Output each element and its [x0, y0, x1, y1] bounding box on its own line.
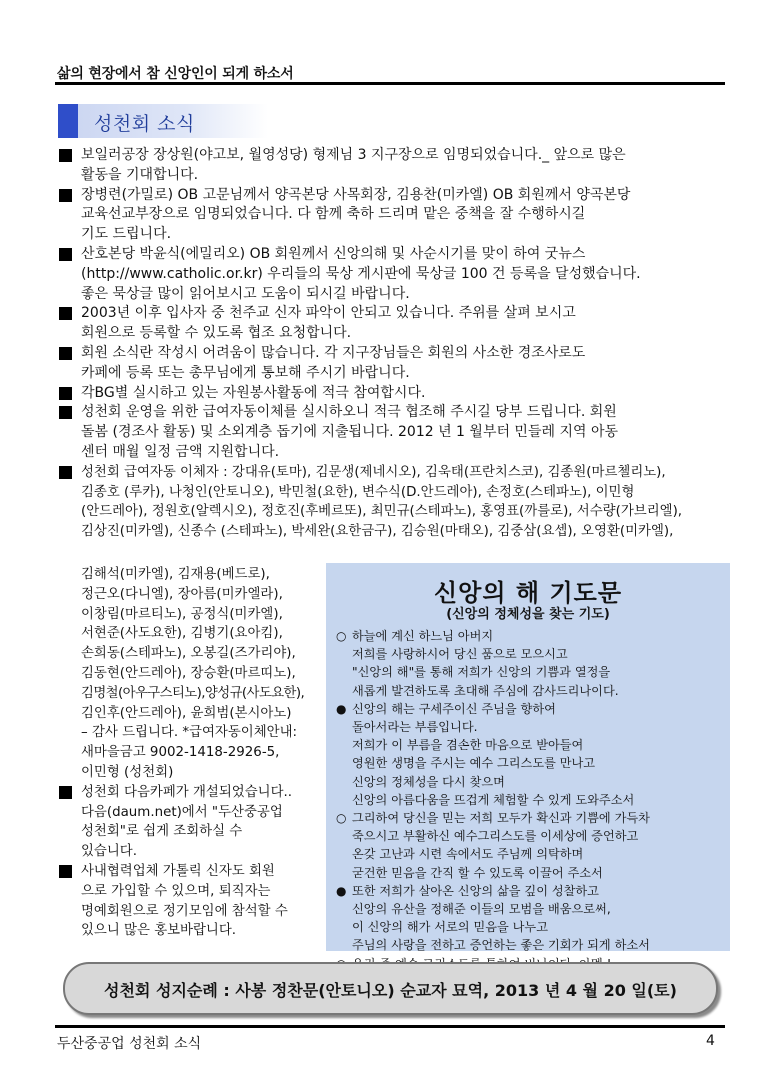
prayer-line-text: 주님의 사랑을 전하고 증언하는 좋은 기회가 되게 하소서	[352, 938, 650, 953]
prayer-line	[336, 918, 726, 936]
news-line: 보일러공장 장상원(야고보, 월영성당) 형제님 3 지구장으로 임명되었습니다._ 앞으로 많은	[81, 147, 626, 163]
news-line: 있습니다.	[81, 844, 137, 860]
member-line: 정근오(다니엘), 장아름(미카엘라),	[81, 586, 283, 602]
circle-icon: ○	[336, 811, 347, 826]
square-bullet-icon	[59, 149, 72, 162]
prayer-line-text: 돌아서라는 부름입니다.	[352, 720, 478, 735]
news-line: 성천회"로 쉽게 조회하실 수	[81, 824, 243, 840]
prayer-line-text: 신앙의 유산을 정해준 이들의 모범을 배움으로써,	[352, 902, 611, 917]
filled-circle-icon: ●	[336, 883, 347, 898]
square-bullet-icon	[59, 248, 72, 261]
pilgrimage-banner	[63, 962, 718, 1015]
news-item	[57, 384, 727, 404]
prayer-line	[336, 663, 726, 681]
news-line: 성천회 급여자동 이체자 : 강대유(토마), 김문생(제네시오), 김욱태(프란치스코), 김종원(마르첼리노),	[81, 464, 666, 480]
news-item	[57, 146, 727, 186]
news-line: 다음(daum.net)에서 "두산중공업	[81, 804, 283, 820]
prayer-line	[336, 627, 726, 645]
prayer-line	[336, 700, 726, 718]
prayer-line-text: "신앙의 해"를 통해 저희가 신앙의 기쁨과 열정을	[352, 665, 611, 680]
news-item	[57, 403, 727, 462]
square-bullet-icon	[59, 406, 72, 419]
page-number: 4	[706, 1033, 715, 1049]
prayer-line-text: 온갖 고난과 시련 속에서도 주님께 의탁하며	[352, 847, 584, 862]
news-item	[57, 304, 727, 344]
transfer-members-continued	[57, 565, 327, 783]
news-line: 활동을 기대합니다.	[81, 166, 199, 183]
square-bullet-icon	[59, 865, 72, 878]
news-item	[57, 245, 727, 304]
news-line: 장병련(가밀로) OB 고문님께서 양곡본당 사목회장, 김용찬(미카엘) OB 회원께서 양곡본당	[81, 186, 631, 203]
news-line: 좋은 묵상글 많이 읽어보시고 도움이 되시길 바랍니다.	[81, 285, 410, 302]
square-bullet-icon	[59, 786, 72, 799]
member-line: 김인후(안드레아), 윤희범(본시아노)	[81, 705, 292, 721]
prayer-line-text: 저희가 이 부름을 겸손한 마음으로 받아들여	[352, 738, 584, 753]
square-bullet-icon	[59, 466, 72, 479]
prayer-line-text: 신앙의 아름다움을 뜨겁게 체험할 수 있게 도와주소서	[352, 792, 635, 807]
member-line: 새마을금고 9002-1418-2926-5,	[81, 745, 280, 761]
prayer-line-text: 하늘에 계신 하느님 아버지	[352, 629, 494, 643]
section-title: 성천회 소식	[94, 113, 195, 135]
news-line: 카페에 등록 또는 총무님에게 통보해 주시기 바랍니다.	[81, 364, 410, 381]
prayer-line	[336, 864, 726, 882]
prayer-line-text: 신앙의 해는 구세주이신 주님을 향하여	[352, 701, 556, 716]
news-item-cafe	[57, 783, 327, 862]
member-line: 김해석(미카엘), 김재용(베드로),	[81, 567, 270, 582]
prayer-line-text: 신앙의 정체성을 다시 찾으며	[352, 774, 505, 789]
news-line: 회원으로 등록할 수 있도록 협조 요청합니다.	[81, 325, 352, 342]
news-item	[57, 344, 727, 384]
member-line: 김명철(아우구스티노),양성규(사도요한),	[81, 685, 305, 701]
prayer-line	[336, 645, 726, 663]
prayer-line	[336, 736, 726, 754]
news-line: 2003년 이후 입사자 중 천주교 신자 파악이 안되고 있습니다. 주위를 살펴 보시고	[81, 305, 576, 322]
prayer-line	[336, 754, 726, 772]
prayer-line	[336, 809, 726, 827]
member-line: 이창림(마르티노), 공정식(미카엘),	[81, 606, 283, 622]
news-line: 각BG별 실시하고 있는 자원봉사활동에 적극 참여합시다.	[81, 384, 426, 401]
left-column	[57, 565, 327, 941]
banner-accent-bar	[58, 104, 78, 138]
news-line: 으로 가입할 수 있으며, 퇴직자는	[81, 883, 271, 899]
news-line: 김상진(미카엘), 신종수 (스테파노), 박세완(요한금구), 김승원(마태오), 김중삼(요셉), 오영환(미카엘),	[81, 524, 674, 540]
member-line: 김동현(안드레아), 장승환(마르띠노),	[81, 665, 296, 681]
square-bullet-icon	[59, 307, 72, 320]
news-line: (안드레아), 정원호(알렉시오), 정호진(후베르또), 최민규(스테파노), 홍영표(까를로), 서수량(가브리엘),	[81, 504, 683, 520]
circle-icon: ○	[336, 629, 347, 643]
prayer-line	[336, 845, 726, 863]
prayer-line	[336, 791, 726, 809]
news-list	[57, 146, 727, 542]
prayer-box	[326, 563, 730, 951]
member-line: 서현준(사도요한), 김병기(요아킴),	[81, 626, 283, 642]
news-line: (http://www.catholic.or.kr) 우리들의 묵상 게시판에 묵상글 100 건 등록을 달성했습니다.	[81, 265, 641, 282]
prayer-line-text: 저희를 사랑하시어 당신 품으로 모으시고	[352, 647, 568, 662]
member-line: 이민형 (성천회)	[81, 764, 174, 780]
news-line: 기도 드립니다.	[81, 226, 172, 243]
news-line: 김종호 (루카), 나청인(안토니오), 박민철(요한), 변수식(D.안드레아), 손정호(스테파노), 이민형	[81, 484, 635, 500]
prayer-line-text: 이 신앙의 해가 서로의 믿음을 나누고	[352, 920, 548, 935]
news-line: 있으니 많은 홍보바랍니다.	[81, 923, 237, 939]
header-divider	[55, 82, 725, 85]
member-line: 손희동(스테파노), 오봉길(즈가리야),	[81, 646, 296, 662]
news-item-transfer-members	[57, 463, 727, 542]
prayer-line-text: 그리하여 당신을 믿는 저희 모두가 확신과 기쁨에 가득차	[352, 811, 650, 826]
prayer-line	[336, 827, 726, 845]
news-line: 교육선교부장으로 임명되었습니다. 다 함께 축하 드리며 맡은 중책을 잘 수행하시길	[81, 206, 586, 223]
prayer-subtitle: (신앙의 정체성을 찾는 기도)	[446, 607, 610, 622]
news-line: 명예회원으로 정기모임에 참석할 수	[81, 903, 288, 919]
news-line: 센터 매월 일정 금액 지원합니다.	[81, 443, 280, 460]
prayer-line-text: 영원한 생명을 주시는 예수 그리스도를 만나고	[352, 756, 596, 771]
news-line: 돌봄 (경조사 활동) 및 소외계층 돕기에 지출됩니다. 2012 년 1 월부터 민들레 지역 아동	[81, 424, 619, 441]
member-line: – 감사 드립니다. *급여자동이체안내:	[81, 725, 298, 741]
section-banner	[58, 104, 268, 138]
news-line: 회원 소식란 작성시 어려움이 많습니다. 각 지구장님들은 회원의 사소한 경조사로도	[81, 344, 586, 361]
news-item	[57, 186, 727, 245]
prayer-line	[336, 936, 726, 954]
square-bullet-icon	[59, 387, 72, 400]
prayer-line-text: 새롭게 발견하도록 초대해 주심에 감사드리나이다.	[352, 683, 619, 698]
square-bullet-icon	[59, 347, 72, 360]
square-bullet-icon	[59, 189, 72, 202]
prayer-line-text: 죽으시고 부활하신 예수그리스도를 이세상에 증언하고	[352, 829, 639, 844]
prayer-line	[336, 882, 726, 900]
page-header-title: 삶의 현장에서 참 신앙인이 되게 하소서	[57, 66, 294, 82]
prayer-line	[336, 718, 726, 736]
news-line: 성천회 다음카페가 개설되었습니다..	[81, 784, 293, 800]
footer-title: 두산중공업 성천회 소식	[57, 1036, 202, 1052]
prayer-text	[336, 627, 726, 973]
pilgrimage-text: 성천회 성지순례 : 사봉 정찬문(안토니오) 순교자 묘역, 2013 년 4 월 20 일(토)	[104, 981, 677, 1000]
prayer-title: 신앙의 해 기도문	[434, 579, 622, 607]
news-line: 산호본당 박윤식(에밀리오) OB 회원께서 신앙의해 및 사순시기를 맞이 하여 굿뉴스	[81, 245, 586, 262]
prayer-line	[336, 773, 726, 791]
prayer-line	[336, 900, 726, 918]
footer-divider	[55, 1025, 725, 1028]
news-line: 성천회 운영을 위한 급여자동이체를 실시하오니 적극 협조해 주시길 당부 드립니다. 회원	[81, 404, 617, 421]
prayer-line	[336, 682, 726, 700]
news-line: 사내협력업체 가톨릭 신자도 회원	[81, 863, 275, 879]
news-item-membership	[57, 862, 327, 941]
prayer-line-text: 또한 저희가 살아온 신앙의 삶을 깊이 성찰하고	[352, 883, 599, 898]
filled-circle-icon: ●	[336, 701, 347, 716]
prayer-line-text: 굳건한 믿음을 간직 할 수 있도록 이끌어 주소서	[352, 865, 603, 880]
